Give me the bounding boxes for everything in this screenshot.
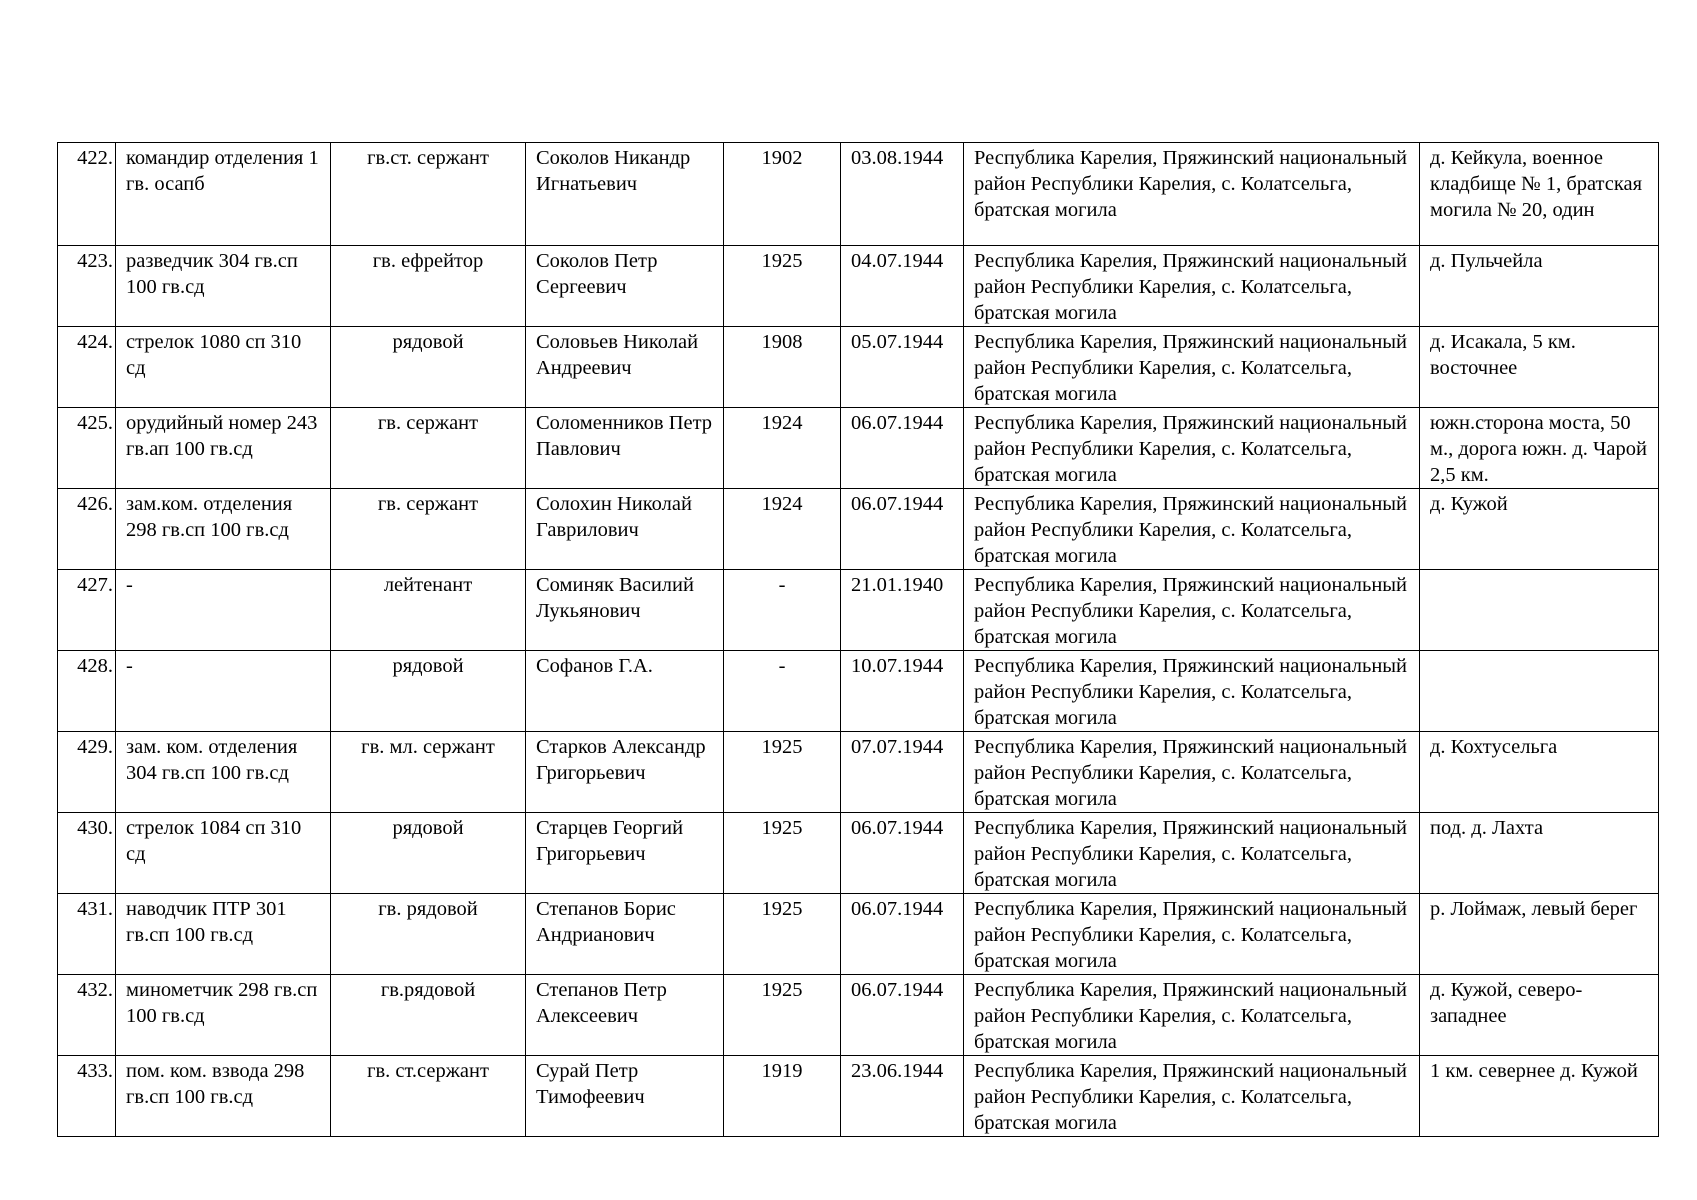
birth-year-cell: - <box>724 651 841 732</box>
primary-burial-place-cell: д. Кохтусельга <box>1420 732 1659 813</box>
record-number-cell: 429. <box>58 732 116 813</box>
table-row <box>58 975 1659 1056</box>
birth-year-cell: 1925 <box>724 813 841 894</box>
table-row <box>58 894 1659 975</box>
full-name-cell: Соминяк Василий Лукьянович <box>526 570 724 651</box>
birth-year-cell: 1919 <box>724 1056 841 1137</box>
military-rank-cell: лейтенант <box>331 570 526 651</box>
military-position-cell: наводчик ПТР 301 гв.сп 100 гв.сд <box>116 894 331 975</box>
military-rank-cell: рядовой <box>331 651 526 732</box>
birth-year-cell: - <box>724 570 841 651</box>
military-rank-cell: гв. мл. сержант <box>331 732 526 813</box>
table-row <box>58 408 1659 489</box>
death-date-cell: 06.07.1944 <box>841 975 964 1056</box>
table-row <box>58 570 1659 651</box>
table-row <box>58 489 1659 570</box>
table-row <box>58 1056 1659 1137</box>
full-name-cell: Соловьев Николай Андреевич <box>526 327 724 408</box>
record-number-cell: 431. <box>58 894 116 975</box>
death-date-cell: 06.07.1944 <box>841 408 964 489</box>
death-date-cell: 10.07.1944 <box>841 651 964 732</box>
military-rank-cell: гв. сержант <box>331 408 526 489</box>
death-date-cell: 06.07.1944 <box>841 813 964 894</box>
record-number-cell: 433. <box>58 1056 116 1137</box>
burial-place-cell: Республика Карелия, Пряжинский национальный район Республики Карелия, с. Колатсельга, братская могила <box>964 489 1420 570</box>
death-date-cell: 07.07.1944 <box>841 732 964 813</box>
military-position-cell: пом. ком. взвода 298 гв.сп 100 гв.сд <box>116 1056 331 1137</box>
record-number-cell: 422. <box>58 143 116 246</box>
full-name-cell: Степанов Петр Алексеевич <box>526 975 724 1056</box>
full-name-cell: Соломенников Петр Павлович <box>526 408 724 489</box>
birth-year-cell: 1925 <box>724 246 841 327</box>
death-date-cell: 05.07.1944 <box>841 327 964 408</box>
birth-year-cell: 1908 <box>724 327 841 408</box>
burial-place-cell: Республика Карелия, Пряжинский национальный район Республики Карелия, с. Колатсельга, братская могила <box>964 732 1420 813</box>
birth-year-cell: 1902 <box>724 143 841 246</box>
burial-place-cell: Республика Карелия, Пряжинский национальный район Республики Карелия, с. Колатсельга, братская могила <box>964 570 1420 651</box>
record-number-cell: 432. <box>58 975 116 1056</box>
full-name-cell: Софанов Г.А. <box>526 651 724 732</box>
full-name-cell: Соколов Петр Сергеевич <box>526 246 724 327</box>
military-position-cell: - <box>116 570 331 651</box>
burial-place-cell: Республика Карелия, Пряжинский национальный район Республики Карелия, с. Колатсельга, братская могила <box>964 894 1420 975</box>
burial-place-cell: Республика Карелия, Пряжинский национальный район Республики Карелия, с. Колатсельга, братская могила <box>964 327 1420 408</box>
death-date-cell: 06.07.1944 <box>841 489 964 570</box>
burial-place-cell: Республика Карелия, Пряжинский национальный район Республики Карелия, с. Колатсельга, братская могила <box>964 246 1420 327</box>
military-position-cell: стрелок 1084 сп 310 сд <box>116 813 331 894</box>
primary-burial-place-cell: д. Кужой <box>1420 489 1659 570</box>
military-rank-cell: гв. рядовой <box>331 894 526 975</box>
military-position-cell: разведчик 304 гв.сп 100 гв.сд <box>116 246 331 327</box>
full-name-cell: Соколов Никандр Игнатьевич <box>526 143 724 246</box>
military-rank-cell: рядовой <box>331 327 526 408</box>
primary-burial-place-cell: д. Кейкула, военное кладбище № 1, братская могила № 20, один <box>1420 143 1659 246</box>
birth-year-cell: 1924 <box>724 489 841 570</box>
death-date-cell: 04.07.1944 <box>841 246 964 327</box>
military-rank-cell: рядовой <box>331 813 526 894</box>
death-date-cell: 21.01.1940 <box>841 570 964 651</box>
table-row <box>58 246 1659 327</box>
record-number-cell: 425. <box>58 408 116 489</box>
burial-place-cell: Республика Карелия, Пряжинский национальный район Республики Карелия, с. Колатсельга, братская могила <box>964 1056 1420 1137</box>
record-number-cell: 430. <box>58 813 116 894</box>
record-number-cell: 428. <box>58 651 116 732</box>
military-rank-cell: гв. ст.сержант <box>331 1056 526 1137</box>
primary-burial-place-cell: р. Лоймаж, левый берег <box>1420 894 1659 975</box>
burial-place-cell: Республика Карелия, Пряжинский национальный район Республики Карелия, с. Колатсельга, братская могила <box>964 975 1420 1056</box>
birth-year-cell: 1925 <box>724 975 841 1056</box>
burial-place-cell: Республика Карелия, Пряжинский национальный район Республики Карелия, с. Колатсельга, братская могила <box>964 813 1420 894</box>
burial-records-table <box>57 142 1659 1137</box>
death-date-cell: 03.08.1944 <box>841 143 964 246</box>
table-body <box>58 143 1659 1137</box>
primary-burial-place-cell: 1 км. севернее д. Кужой <box>1420 1056 1659 1137</box>
primary-burial-place-cell <box>1420 651 1659 732</box>
military-position-cell: командир отделения 1 гв. осапб <box>116 143 331 246</box>
death-date-cell: 06.07.1944 <box>841 894 964 975</box>
birth-year-cell: 1925 <box>724 894 841 975</box>
record-number-cell: 423. <box>58 246 116 327</box>
record-number-cell: 427. <box>58 570 116 651</box>
full-name-cell: Старцев Георгий Григорьевич <box>526 813 724 894</box>
military-rank-cell: гв.рядовой <box>331 975 526 1056</box>
primary-burial-place-cell <box>1420 570 1659 651</box>
full-name-cell: Солохин Николай Гаврилович <box>526 489 724 570</box>
primary-burial-place-cell: южн.сторона моста, 50 м., дорога южн. д. Чарой 2,5 км. <box>1420 408 1659 489</box>
record-number-cell: 426. <box>58 489 116 570</box>
birth-year-cell: 1924 <box>724 408 841 489</box>
table-row <box>58 327 1659 408</box>
primary-burial-place-cell: под. д. Лахта <box>1420 813 1659 894</box>
burial-place-cell: Республика Карелия, Пряжинский национальный район Республики Карелия, с. Колатсельга, братская могила <box>964 408 1420 489</box>
full-name-cell: Степанов Борис Андрианович <box>526 894 724 975</box>
military-position-cell: минометчик 298 гв.сп 100 гв.сд <box>116 975 331 1056</box>
military-rank-cell: гв.ст. сержант <box>331 143 526 246</box>
record-number-cell: 424. <box>58 327 116 408</box>
military-rank-cell: гв. ефрейтор <box>331 246 526 327</box>
burial-place-cell: Республика Карелия, Пряжинский национальный район Республики Карелия, с. Колатсельга, братская могила <box>964 143 1420 246</box>
military-rank-cell: гв. сержант <box>331 489 526 570</box>
table-row <box>58 143 1659 246</box>
table-row <box>58 732 1659 813</box>
primary-burial-place-cell: д. Пульчейла <box>1420 246 1659 327</box>
military-position-cell: стрелок 1080 сп 310 сд <box>116 327 331 408</box>
table-row <box>58 813 1659 894</box>
full-name-cell: Сурай Петр Тимофеевич <box>526 1056 724 1137</box>
table-row <box>58 651 1659 732</box>
primary-burial-place-cell: д. Кужой, северо-западнее <box>1420 975 1659 1056</box>
military-position-cell: зам. ком. отделения 304 гв.сп 100 гв.сд <box>116 732 331 813</box>
military-position-cell: орудийный номер 243 гв.ап 100 гв.сд <box>116 408 331 489</box>
birth-year-cell: 1925 <box>724 732 841 813</box>
primary-burial-place-cell: д. Исакала, 5 км. восточнее <box>1420 327 1659 408</box>
full-name-cell: Старков Александр Григорьевич <box>526 732 724 813</box>
burial-place-cell: Республика Карелия, Пряжинский национальный район Республики Карелия, с. Колатсельга, братская могила <box>964 651 1420 732</box>
death-date-cell: 23.06.1944 <box>841 1056 964 1137</box>
military-position-cell: зам.ком. отделения 298 гв.сп 100 гв.сд <box>116 489 331 570</box>
military-position-cell: - <box>116 651 331 732</box>
